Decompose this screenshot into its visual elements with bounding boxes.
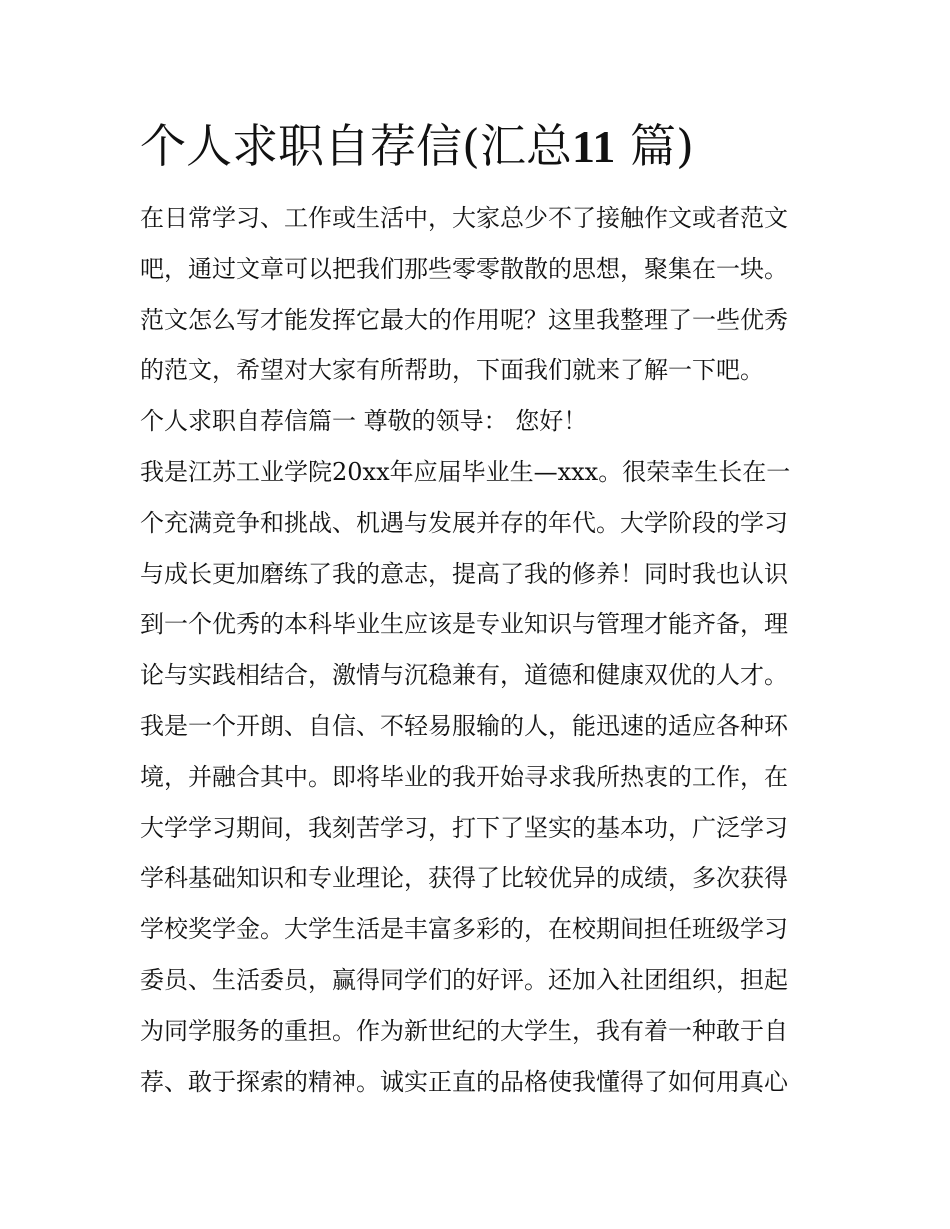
document-title xyxy=(140,112,812,181)
body-line: 大学学习期间，我刻苦学习，打下了坚实的基本功，广泛学习 xyxy=(140,813,788,842)
body-line: 论与实践相结合，激情与沉稳兼有，道德和健康双优的人才。 xyxy=(140,661,788,690)
document-page xyxy=(140,112,812,1107)
body-line: 我是一个开朗、自信、不轻易服输的人，能迅速的适应各种环 xyxy=(140,711,788,740)
body-line: 为同学服务的重担。作为新世纪的大学生，我有着一种敢于自 xyxy=(140,1016,788,1045)
body-line: 我是江苏工业学院20xx年应届毕业生—xxx。很荣幸生长在一 xyxy=(140,457,791,486)
body-line: 范文怎么写才能发挥它最大的作用呢？这里我整理了一些优秀 xyxy=(140,305,788,334)
body-line: 学科基础知识和专业理论，获得了比较优异的成绩，多次获得 xyxy=(140,864,788,893)
salutation-line: 个人求职自荐信篇一 尊敬的领导： 您好！ xyxy=(140,407,588,436)
body-line: 的范文，希望对大家有所帮助，下面我们就来了解一下吧。 xyxy=(140,356,764,385)
body-line: 吧，通过文章可以把我们那些零零散散的思想，聚集在一块。 xyxy=(140,254,788,283)
title-prefix: 个人求职自荐信(汇总 xyxy=(140,119,572,173)
body-line: 荐、敢于探索的精神。诚实正直的品格使我懂得了如何用真心 xyxy=(140,1067,788,1096)
body-line: 与成长更加磨练了我的意志，提高了我的修养！同时我也认识 xyxy=(140,559,788,588)
title-number: 11 xyxy=(571,121,616,172)
title-suffix: 篇) xyxy=(630,119,694,173)
body-line: 委员、生活委员，赢得同学们的好评。还加入社团组织，担起 xyxy=(140,965,788,994)
body-line: 在日常学习、工作或生活中，大家总少不了接触作文或者范文 xyxy=(140,204,788,232)
body-line: 个充满竞争和挑战、机遇与发展并存的年代。大学阶段的学习 xyxy=(140,508,788,537)
body-line: 学校奖学金。大学生活是丰富多彩的，在校期间担任班级学习 xyxy=(140,915,788,944)
body-line: 境，并融合其中。即将毕业的我开始寻求我所热衷的工作，在 xyxy=(140,762,788,791)
body-line: 到一个优秀的本科毕业生应该是专业知识与管理才能齐备，理 xyxy=(140,610,788,639)
document-body xyxy=(140,193,812,1107)
